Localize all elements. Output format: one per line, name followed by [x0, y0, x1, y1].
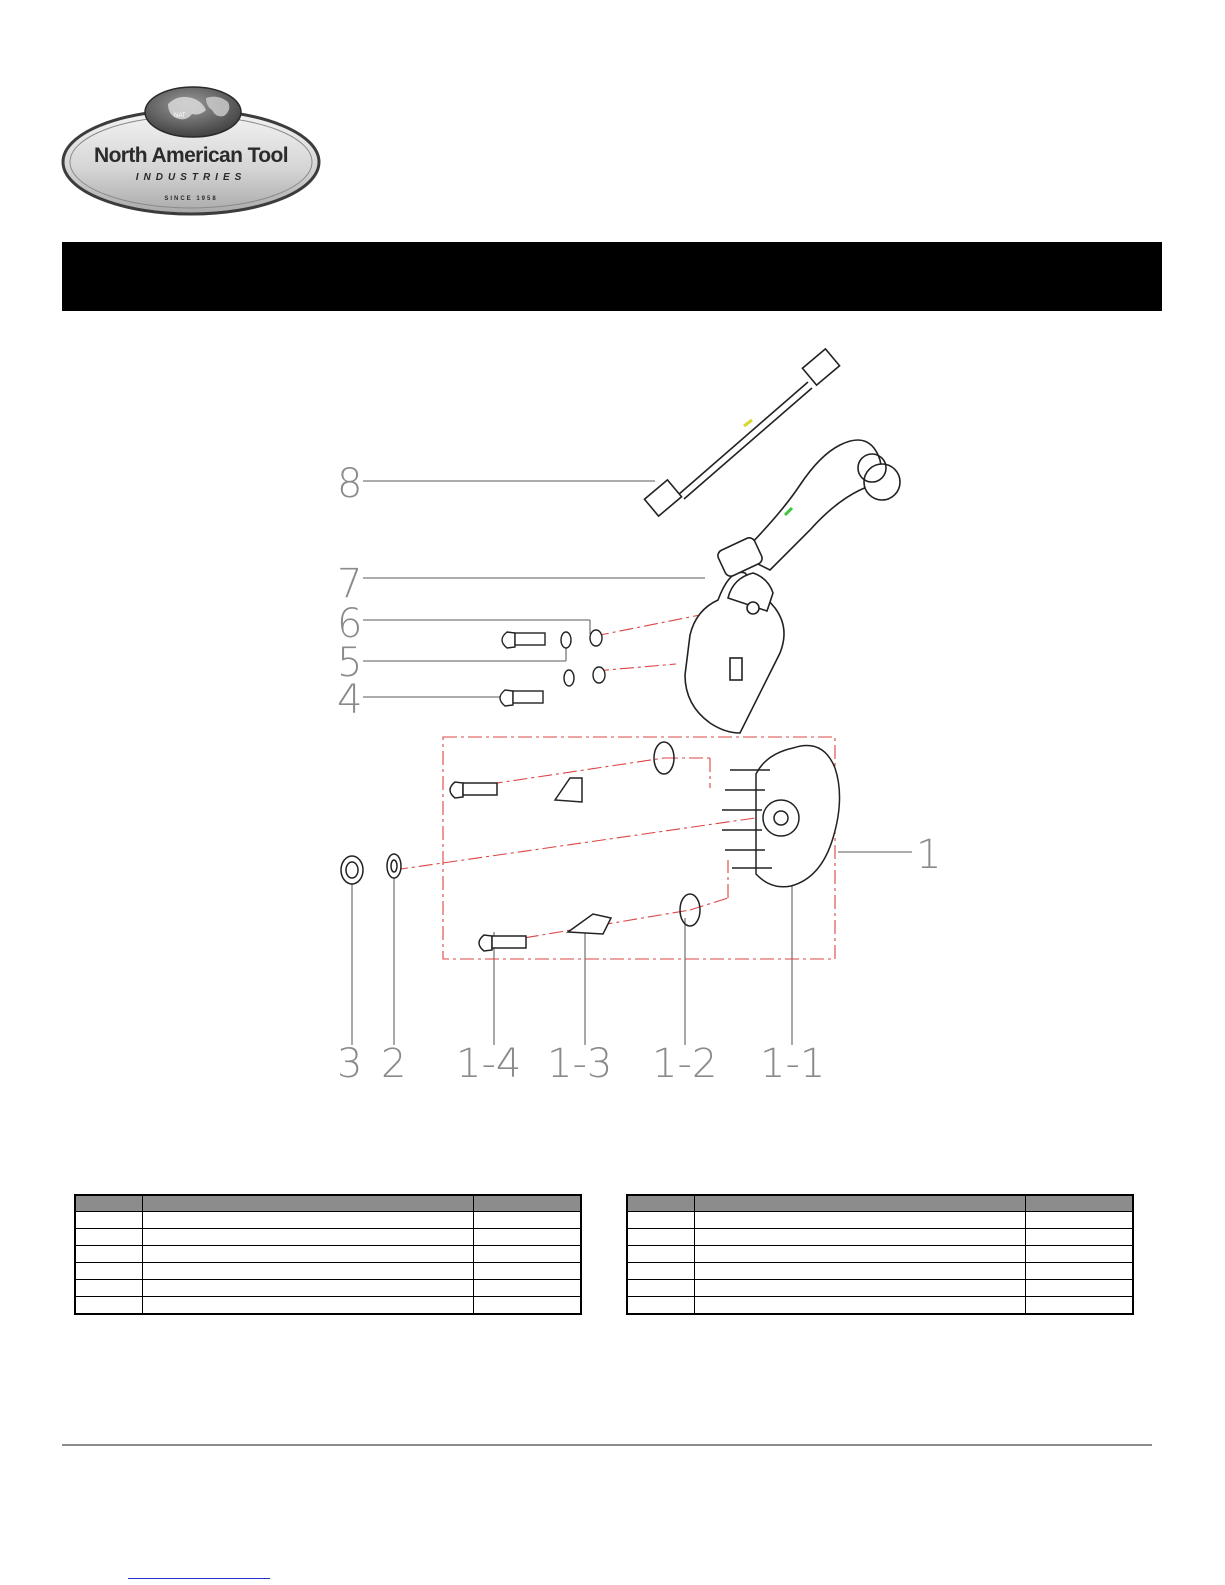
cell: [695, 1263, 1026, 1280]
table-row: [75, 1246, 581, 1263]
parts-table-right: [626, 1194, 1134, 1315]
brand-name: North American Tool: [94, 144, 288, 167]
cell: [75, 1229, 143, 1246]
callout-1-1: 1-1: [760, 1041, 826, 1083]
cell: [474, 1246, 582, 1263]
header-part-no: [1026, 1195, 1134, 1212]
cell: [627, 1297, 695, 1315]
ignition-coil-part: [685, 440, 900, 733]
cell: [143, 1280, 474, 1297]
parts-table-left: [74, 1194, 582, 1315]
cell: [474, 1229, 582, 1246]
callout-2: 2: [381, 1041, 407, 1083]
callout-5: 5: [337, 640, 363, 686]
table-row: [75, 1263, 581, 1280]
cell: [695, 1280, 1026, 1297]
table-row: [627, 1280, 1133, 1297]
table-row: [627, 1212, 1133, 1229]
cell: [627, 1212, 695, 1229]
header-part-no: [474, 1195, 582, 1212]
svg-text:NAT: NAT: [174, 113, 186, 119]
callout-1: 1: [916, 832, 942, 878]
table-row: [75, 1280, 581, 1297]
brand-since: SINCE 1958: [164, 196, 218, 202]
callout-4: 4: [337, 677, 363, 723]
flywheel-part: [450, 742, 840, 951]
cell: [1026, 1263, 1134, 1280]
cell: [75, 1212, 143, 1229]
callout-8: 8: [337, 461, 363, 507]
footer-link[interactable]: [128, 1578, 270, 1579]
callout-3: 3: [337, 1041, 363, 1083]
cell: [474, 1212, 582, 1229]
table-row: [75, 1229, 581, 1246]
header-description: [143, 1195, 474, 1212]
north-american-tool-logo: [60, 84, 322, 220]
brand-sub: INDUSTRIES: [135, 172, 247, 183]
table-row: [75, 1212, 581, 1229]
table-row: [627, 1229, 1133, 1246]
callout-1-3: 1-3: [547, 1041, 613, 1083]
cell: [1026, 1297, 1134, 1315]
table-row: [627, 1297, 1133, 1315]
cell: [75, 1263, 143, 1280]
cell: [75, 1280, 143, 1297]
footer-divider: [62, 1444, 1152, 1446]
flywheel-nut-washer: [341, 854, 401, 884]
cell: [1026, 1280, 1134, 1297]
cell: [695, 1212, 1026, 1229]
section-banner: [62, 242, 1162, 311]
cell: [474, 1297, 582, 1315]
cell: [627, 1246, 695, 1263]
callout-1-2: 1-2: [652, 1041, 718, 1083]
cell: [474, 1280, 582, 1297]
table-header-row: [627, 1195, 1133, 1212]
cell: [143, 1212, 474, 1229]
cell: [143, 1229, 474, 1246]
cell: [627, 1229, 695, 1246]
table-row: [627, 1263, 1133, 1280]
cell: [143, 1246, 474, 1263]
cell: [75, 1246, 143, 1263]
callout-7: 7: [337, 561, 363, 607]
callout-6: 6: [337, 601, 363, 647]
header-description: [695, 1195, 1026, 1212]
exploded-parts-diagram: [330, 338, 950, 1083]
header-no: [627, 1195, 695, 1212]
callout-1-4: 1-4: [456, 1041, 522, 1083]
cell: [1026, 1229, 1134, 1246]
cell: [1026, 1212, 1134, 1229]
table-row: [75, 1297, 581, 1315]
cell: [1026, 1246, 1134, 1263]
cell: [143, 1297, 474, 1315]
cell: [474, 1263, 582, 1280]
cell: [695, 1246, 1026, 1263]
cell: [627, 1263, 695, 1280]
header-no: [75, 1195, 143, 1212]
cell: [695, 1229, 1026, 1246]
table-row: [627, 1246, 1133, 1263]
cell: [143, 1263, 474, 1280]
table-header-row: [75, 1195, 581, 1212]
cell: [627, 1280, 695, 1297]
cell: [75, 1297, 143, 1315]
cell: [695, 1297, 1026, 1315]
coil-screws: [500, 630, 605, 706]
